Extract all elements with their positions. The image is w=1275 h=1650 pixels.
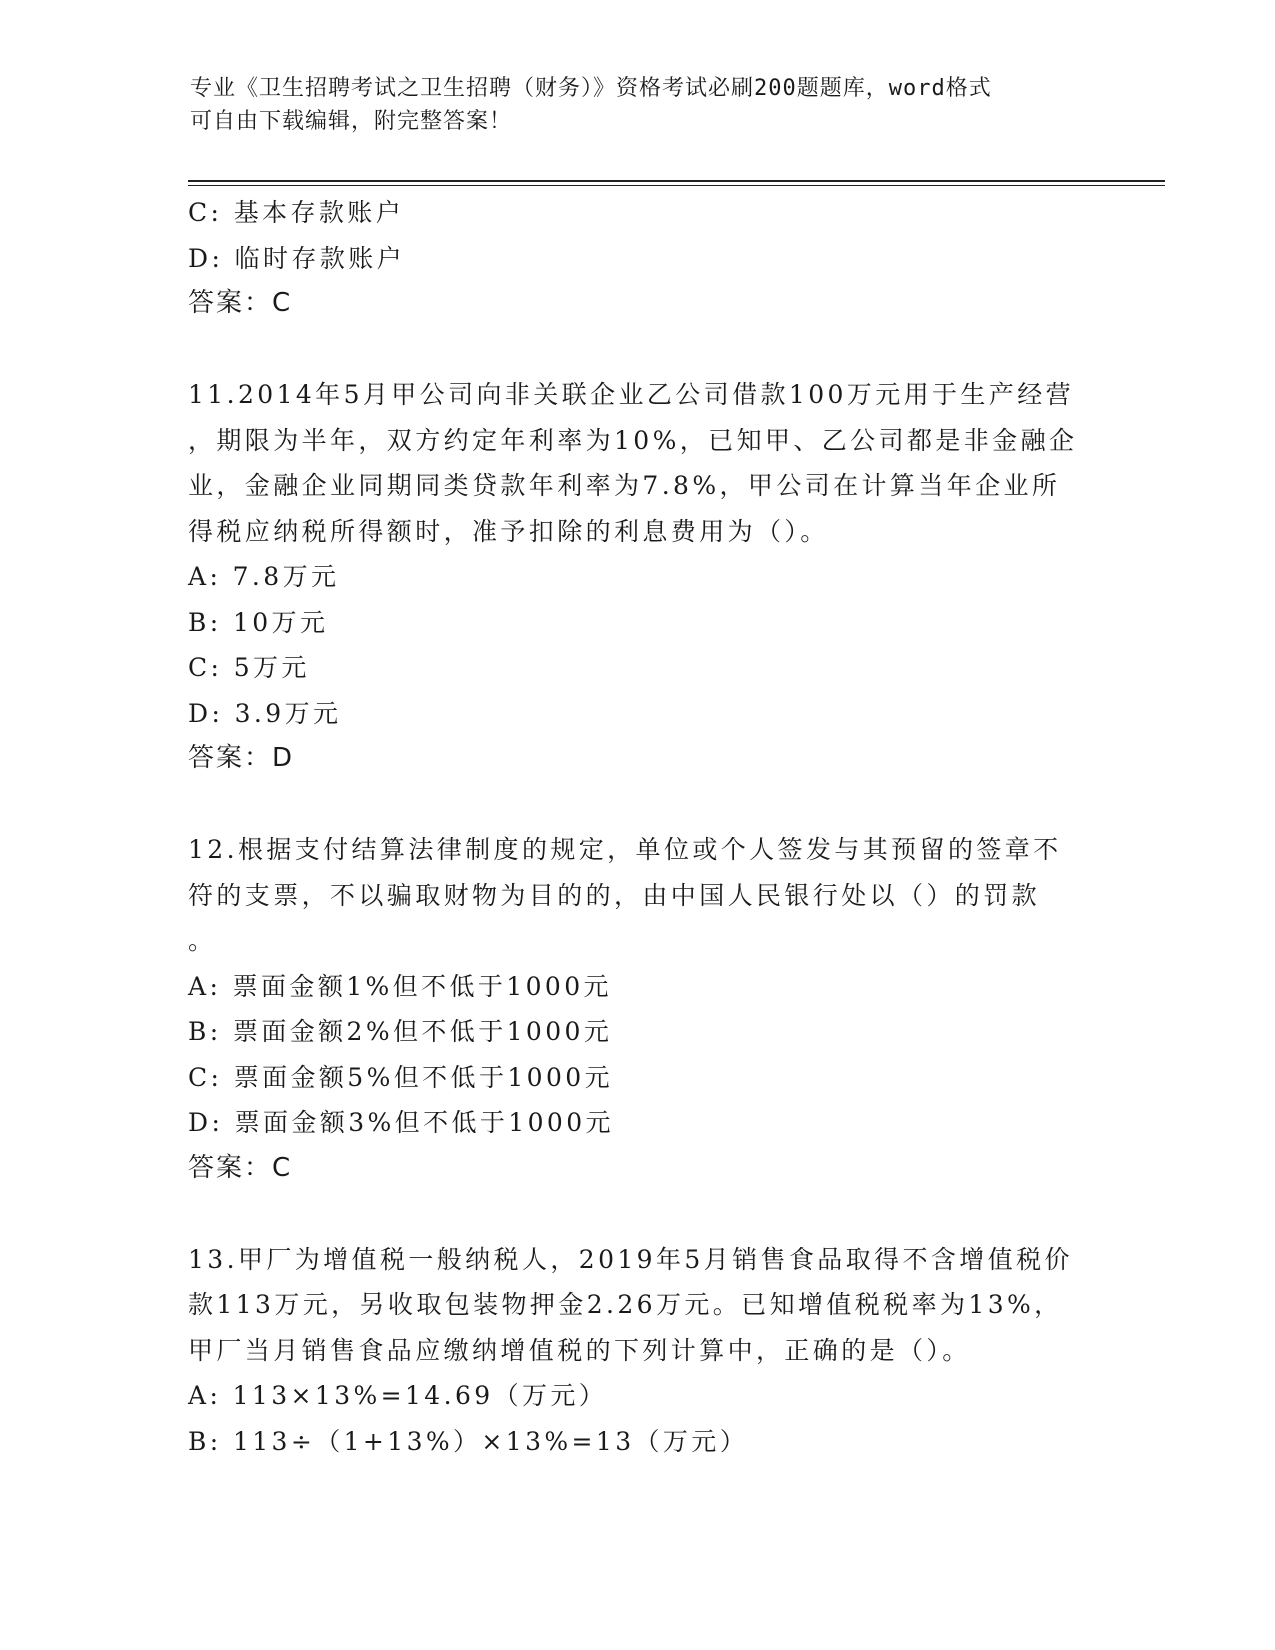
option-c: C: 票面金额5%但不低于1000元 — [188, 1062, 613, 1092]
question-stem-line: 款113万元，另收取包装物押金2.26万元。已知增值税税率为13%， — [188, 1290, 1063, 1319]
spacer — [188, 327, 1088, 373]
option-a: A: 票面金额1%但不低于1000元 — [188, 971, 612, 1001]
question-10-tail — [188, 190, 1088, 327]
spacer — [188, 782, 1088, 828]
question-stem-line: 12.根据支付结算法律制度的规定，单位或个人签发与其预留的签章不 — [188, 835, 1062, 864]
option-a: A: 7.8万元 — [188, 562, 340, 591]
spacer — [188, 1191, 1088, 1237]
answer: 答案：C — [188, 1152, 293, 1183]
question-stem-line: 。 — [188, 926, 217, 955]
question-stem-line: 得税应纳税所得额时，准予扣除的利息费用为（）。 — [188, 516, 829, 546]
option-d: D: 3.9万元 — [188, 698, 342, 728]
option-d: D: 临时存款账户 — [188, 243, 406, 273]
question-stem-line: 业，金融企业同期同类贷款年利率为7.8%，甲公司在计算当年企业所 — [188, 471, 1061, 500]
option-b: B: 票面金额2%但不低于1000元 — [188, 1017, 613, 1046]
header-line-2: 可自由下载编辑，附完整答案！ — [190, 109, 513, 134]
question-stem-line: 符的支票，不以骗取财物为目的的，由中国人民银行处以（）的罚款 — [188, 880, 1041, 910]
question-content — [188, 190, 1088, 1464]
question-stem-line: 11.2014年5月甲公司向非关联企业乙公司借款100万元用于生产经营 — [188, 380, 1075, 409]
answer: 答案：D — [188, 743, 295, 773]
option-b: B: 113÷（1+13%）×13%=13（万元） — [188, 1426, 749, 1456]
header-line-1: 专业《卫生招聘考试之卫生招聘（财务）》资格考试必刷200题题库，word格式 — [190, 76, 992, 101]
option-d: D: 票面金额3%但不低于1000元 — [188, 1108, 614, 1137]
page-header — [190, 72, 1090, 138]
answer: 答案：C — [188, 288, 293, 318]
question-stem-line: ，期限为半年，双方约定年利率为10%，已知甲、乙公司都是非金融企 — [188, 425, 1078, 455]
question-stem-line: 13.甲厂为增值税一般纳税人，2019年5月销售食品取得不含增值税价 — [188, 1244, 1073, 1274]
option-b: B: 10万元 — [188, 607, 329, 637]
question-stem-line: 甲厂当月销售食品应缴纳增值税的下列计算中，正确的是（）。 — [188, 1335, 971, 1365]
question-12 — [188, 827, 1088, 1191]
header-divider-thin — [188, 185, 1165, 186]
option-c: C: 5万元 — [188, 653, 310, 682]
option-c: C: 基本存款账户 — [188, 198, 405, 227]
question-11 — [188, 372, 1088, 782]
option-a: A: 113×13%=14.69（万元） — [188, 1381, 608, 1410]
question-13 — [188, 1237, 1088, 1465]
header-divider-thick — [188, 180, 1165, 182]
